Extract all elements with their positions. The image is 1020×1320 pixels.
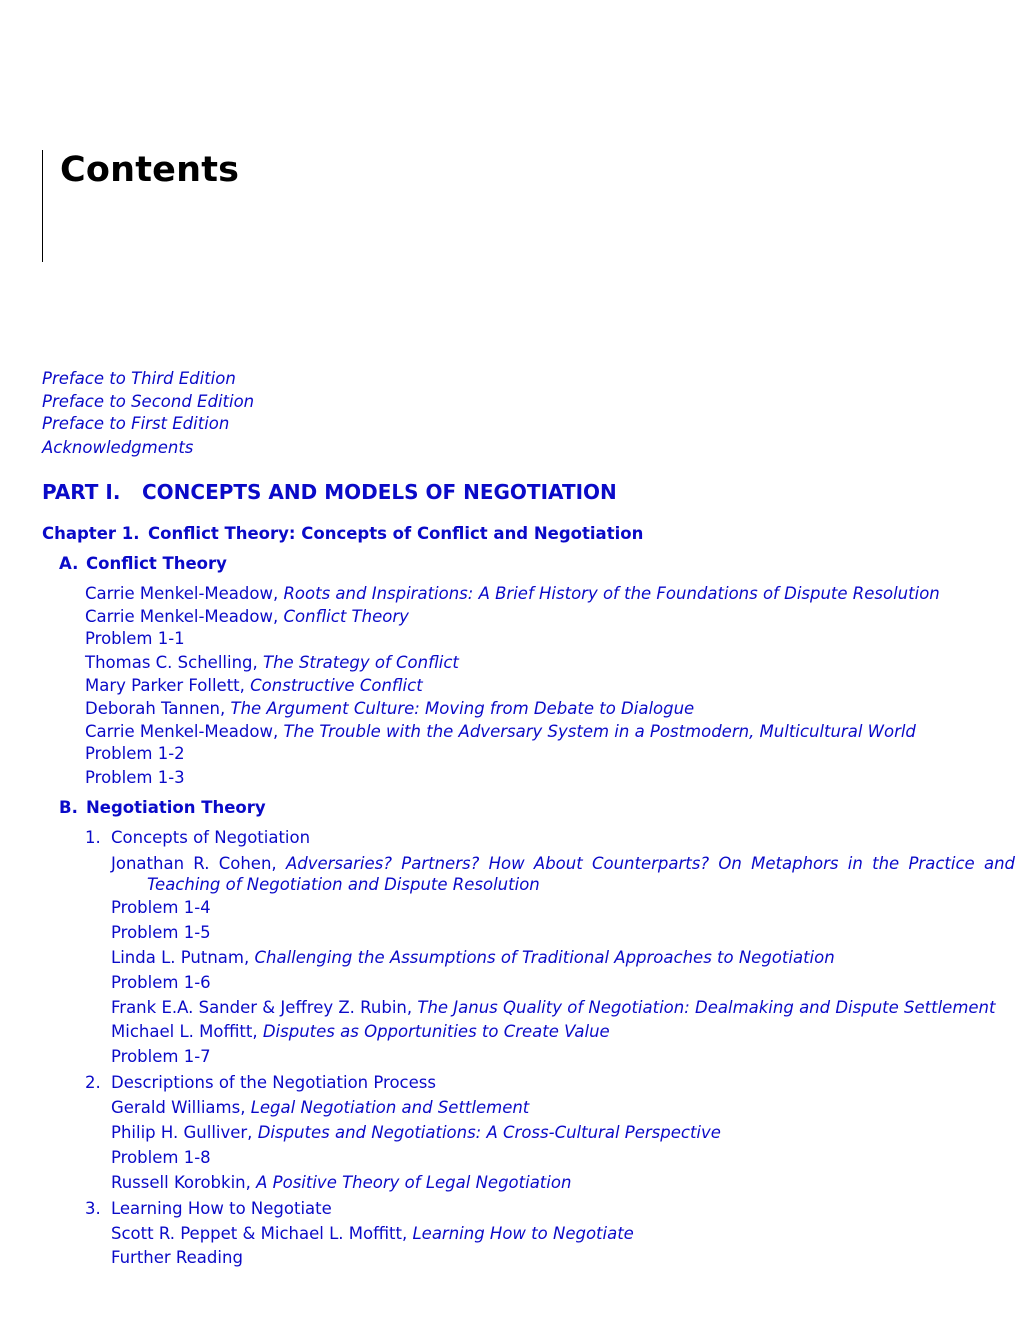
toc-entry[interactable] — [111, 1022, 610, 1042]
entry-work: Roots and Inspirations: A Brief History of the Foundations of Dispute Resolution — [283, 584, 940, 603]
entry-work: The Argument Culture: Moving from Debate to Dialogue — [230, 699, 695, 718]
toc-entry[interactable] — [85, 629, 185, 649]
entry-work: Learning How to Negotiate — [412, 1224, 634, 1243]
chapter-title: Conflict Theory: Concepts of Conflict and Negotiation — [148, 524, 644, 543]
toc-entry[interactable] — [111, 1224, 634, 1244]
entry-author: Problem 1-6 — [111, 973, 211, 992]
toc-entry[interactable] — [111, 998, 996, 1018]
page-title: Contents — [60, 150, 240, 190]
entry-author: Carrie Menkel-Meadow, — [85, 607, 279, 626]
toc-link-subsection-3[interactable] — [85, 1199, 332, 1219]
section-title: Negotiation Theory — [86, 798, 266, 817]
entry-author: Mary Parker Follett, — [85, 676, 245, 695]
part-title: CONCEPTS AND MODELS OF NEGOTIATION — [142, 480, 617, 504]
entry-author: Problem 1-7 — [111, 1047, 211, 1066]
toc-entry[interactable] — [85, 676, 423, 696]
entry-author: Gerald Williams, — [111, 1098, 246, 1117]
subsection-title: Concepts of Negotiation — [111, 828, 311, 847]
part-label: PART I. — [42, 480, 121, 504]
subsection-title: Learning How to Negotiate — [111, 1199, 332, 1218]
entry-work: Disputes and Negotiations: A Cross-Cultural Perspective — [257, 1123, 721, 1142]
toc-entry[interactable] — [111, 1148, 211, 1168]
section-title: Conflict Theory — [86, 554, 227, 573]
entry-work: A Positive Theory of Legal Negotiation — [256, 1173, 572, 1192]
toc-entry[interactable] — [111, 1047, 211, 1067]
toc-entry[interactable] — [111, 923, 211, 943]
entry-work: The Trouble with the Adversary System in a Postmodern, Multicultural World — [283, 722, 916, 741]
entry-work: Legal Negotiation and Settlement — [250, 1098, 530, 1117]
toc-entry[interactable] — [85, 653, 459, 673]
entry-author: Problem 1-4 — [111, 898, 211, 917]
entry-author: Problem 1-1 — [85, 629, 185, 648]
entry-author: Problem 1-2 — [85, 744, 185, 763]
entry-author: Jonathan R. Cohen, — [111, 854, 277, 873]
toc-entry[interactable] — [111, 898, 211, 918]
toc-entry[interactable] — [85, 699, 694, 719]
toc-entry[interactable] — [85, 722, 916, 742]
entry-work: Disputes as Opportunities to Create Value — [262, 1022, 610, 1041]
section-label: B. — [59, 798, 78, 817]
toc-link-section-a[interactable] — [59, 554, 227, 574]
toc-entry[interactable] — [111, 1173, 571, 1193]
entry-author: Problem 1-5 — [111, 923, 211, 942]
entry-author: Scott R. Peppet & Michael L. Moffitt, — [111, 1224, 408, 1243]
toc-link-preface-first[interactable]: Preface to First Edition — [42, 414, 230, 433]
entry-author: Problem 1-8 — [111, 1148, 211, 1167]
toc-entry[interactable] — [85, 744, 185, 764]
entry-author: Russell Korobkin, — [111, 1173, 251, 1192]
toc-link-chapter-1[interactable] — [42, 524, 643, 544]
entry-work: The Janus Quality of Negotiation: Dealmaking and Dispute Settlement — [417, 998, 996, 1017]
section-label: A. — [59, 554, 79, 573]
toc-link-preface-third[interactable]: Preface to Third Edition — [42, 369, 236, 388]
chapter-label: Chapter 1. — [42, 524, 140, 543]
title-rule — [42, 150, 43, 262]
toc-entry[interactable] — [111, 1123, 721, 1143]
entry-author: Deborah Tannen, — [85, 699, 226, 718]
entry-author: Further Reading — [111, 1248, 243, 1267]
entry-work: Adversaries? Partners? How About Counterparts? On Metaphors in the Practice and Teaching of Negotiation and Dispute Resolution — [147, 854, 1015, 894]
toc-entry[interactable] — [85, 768, 185, 788]
entry-work: The Strategy of Conflict — [263, 653, 459, 672]
toc-entry[interactable] — [111, 973, 211, 993]
entry-author: Philip H. Gulliver, — [111, 1123, 253, 1142]
subsection-number: 1. — [85, 828, 101, 847]
toc-link-part-1[interactable] — [42, 480, 617, 504]
entry-author: Carrie Menkel-Meadow, — [85, 722, 279, 741]
toc-entry[interactable] — [85, 607, 409, 627]
entry-author: Linda L. Putnam, — [111, 948, 250, 967]
entry-author: Frank E.A. Sander & Jeffrey Z. Rubin, — [111, 998, 413, 1017]
entry-work: Challenging the Assumptions of Traditional Approaches to Negotiation — [254, 948, 835, 967]
entry-author: Michael L. Moffitt, — [111, 1022, 258, 1041]
toc-entry[interactable] — [111, 948, 835, 968]
subsection-title: Descriptions of the Negotiation Process — [111, 1073, 436, 1092]
subsection-number: 3. — [85, 1199, 101, 1218]
entry-author: Carrie Menkel-Meadow, — [85, 584, 279, 603]
entry-work: Constructive Conflict — [250, 676, 423, 695]
toc-link-acknowledgments[interactable]: Acknowledgments — [42, 438, 194, 457]
toc-link-preface-second[interactable]: Preface to Second Edition — [42, 392, 255, 411]
toc-entry[interactable] — [111, 853, 1015, 895]
toc-entry[interactable] — [85, 584, 940, 604]
toc-link-section-b[interactable] — [59, 798, 266, 818]
toc-entry[interactable] — [111, 1098, 529, 1118]
toc-entry[interactable] — [111, 1248, 243, 1268]
entry-author: Thomas C. Schelling, — [85, 653, 258, 672]
toc-link-subsection-2[interactable] — [85, 1073, 436, 1093]
entry-work: Conflict Theory — [283, 607, 409, 626]
subsection-number: 2. — [85, 1073, 101, 1092]
toc-link-subsection-1[interactable] — [85, 828, 310, 848]
entry-author: Problem 1-3 — [85, 768, 185, 787]
